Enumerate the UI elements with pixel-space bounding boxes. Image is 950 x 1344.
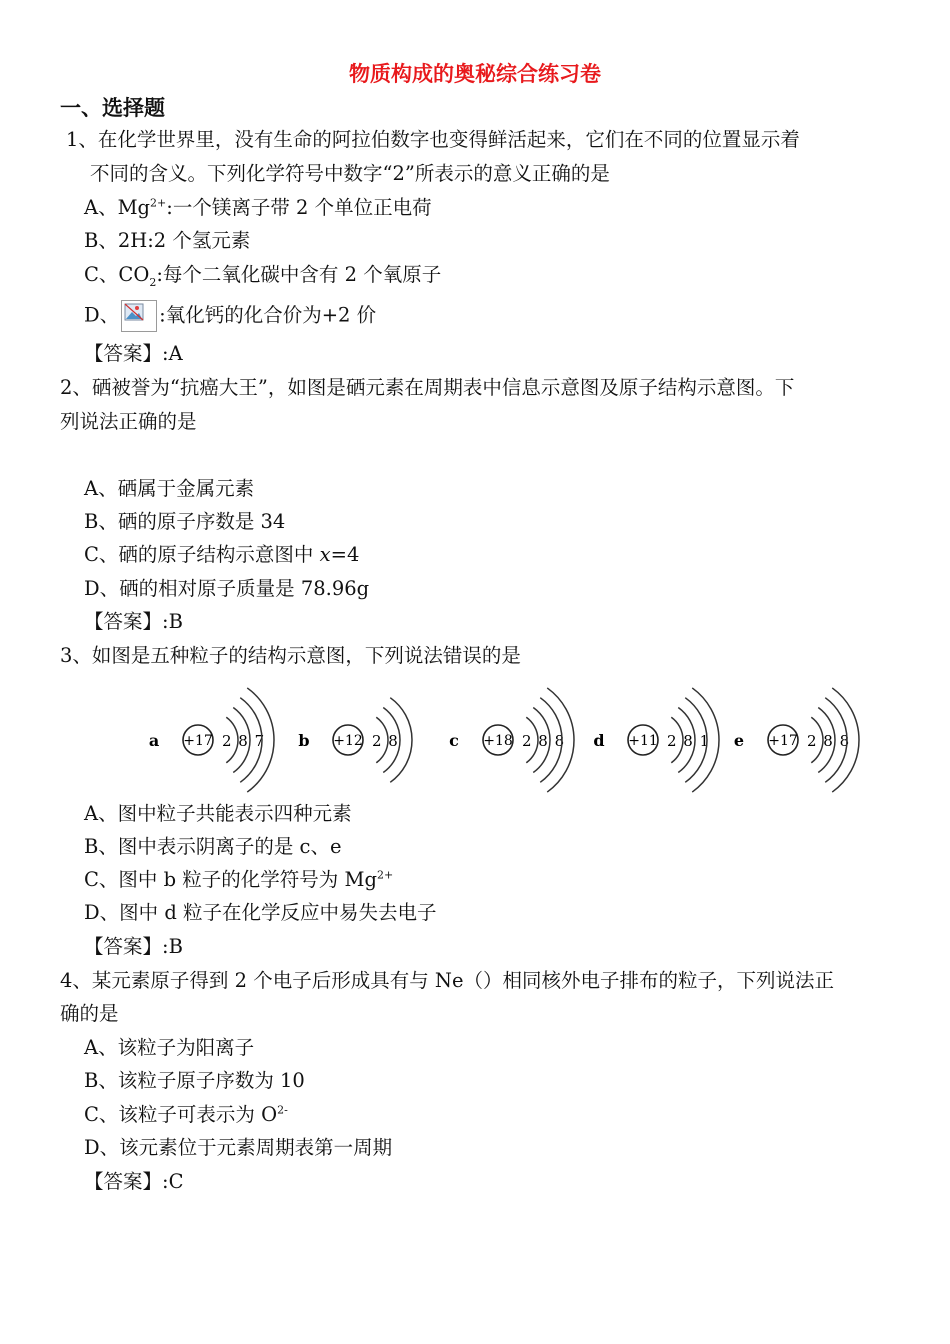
particle-label: b xyxy=(298,731,310,750)
q1-option-a: A、$Mg^{2+}$:一个镁离子带 2 个单位正电荷 xyxy=(84,196,432,219)
q3-option-d: D、图中 d 粒子在化学反应中易失去电子 xyxy=(84,901,437,924)
particle-a xyxy=(149,688,274,792)
nucleus-charge: +17 xyxy=(768,733,798,749)
electron-shells: 2 8 xyxy=(372,732,399,750)
q1-option-d: D、 :氧化钙的化合价为+2 价 xyxy=(84,300,376,332)
electron-shells: 2 8 1 xyxy=(667,732,711,750)
q1-option-b: B、2H:2 个氢元素 xyxy=(84,229,251,252)
particle-d xyxy=(593,688,719,792)
particle-structure-diagram xyxy=(140,678,851,796)
q2-option-b: B、硒的原子序数是 34 xyxy=(84,510,286,533)
particle-label: a xyxy=(148,731,160,750)
q3-option-a: A、图中粒子共能表示四种元素 xyxy=(84,802,352,825)
particle-b xyxy=(298,698,412,783)
q4-option-b: B、该粒子原子序数为 10 xyxy=(84,1069,305,1092)
particle-e xyxy=(734,688,859,792)
electron-shells: 2 8 8 xyxy=(807,732,851,750)
q1-stem-line1: 1、在化学世界里，没有生命的阿拉伯数字也变得鲜活起来，它们在不同的位置显示着 xyxy=(66,128,800,151)
q2-option-c: C、硒的原子结构示意图中 x=4 xyxy=(84,543,360,566)
q4-stem-line2: 确的是 xyxy=(60,1002,119,1025)
q3-stem: 3、如图是五种粒子的结构示意图，下列说法错误的是 xyxy=(60,644,521,667)
page-title: 物质构成的奥秘综合练习卷 xyxy=(349,62,601,86)
nucleus-charge: +17 xyxy=(183,733,213,749)
q2-stem-line1: 2、硒被誉为“抗癌大王”，如图是硒元素在周期表中信息示意图及原子结构示意图。下 xyxy=(60,376,795,399)
q4-stem-line1: 4、某元素原子得到 2 个电子后形成具有与 Ne（）相同核外电子排布的粒子，下列说法正 xyxy=(60,969,835,992)
particle-label: d xyxy=(593,731,605,750)
electron-shells: 2 8 7 xyxy=(222,732,266,750)
q1-stem-line2: 不同的含义。下列化学符号中数字“2”所表示的意义正确的是 xyxy=(90,162,610,185)
q4-answer: 【答案】:C xyxy=(84,1170,184,1193)
q1-option-c: C、$CO_2$:每个二氧化碳中含有 2 个氧原子 xyxy=(84,263,442,289)
q2-stem-line2: 列说法正确的是 xyxy=(60,410,197,433)
particle-c xyxy=(449,688,574,792)
q3-option-c: C、图中 b 粒子的化学符号为 $Mg^{2+}$ xyxy=(84,868,394,891)
q3-answer: 【答案】:B xyxy=(84,935,183,958)
electron-shells: 2 8 8 xyxy=(522,732,566,750)
q4-option-d: D、该元素位于元素周期表第一周期 xyxy=(84,1136,393,1159)
broken-image-icon xyxy=(121,300,157,332)
q4-option-a: A、该粒子为阳离子 xyxy=(84,1036,255,1059)
q2-answer: 【答案】:B xyxy=(84,610,183,633)
nucleus-charge: +18 xyxy=(483,733,513,749)
nucleus-charge: +11 xyxy=(628,733,658,749)
section-heading: 一、选择题 xyxy=(60,96,165,120)
q2-option-a: A、硒属于金属元素 xyxy=(84,477,255,500)
particle-label: c xyxy=(449,731,459,750)
q1-answer: 【答案】:A xyxy=(84,342,183,365)
nucleus-charge: +12 xyxy=(333,733,363,749)
particle-label: e xyxy=(733,731,745,750)
q4-option-c: C、该粒子可表示为 $O^{2-}$ xyxy=(84,1103,288,1126)
q3-option-b: B、图中表示阴离子的是 c、e xyxy=(84,835,342,858)
q2-option-d: D、硒的相对原子质量是 78.96g xyxy=(84,577,370,600)
